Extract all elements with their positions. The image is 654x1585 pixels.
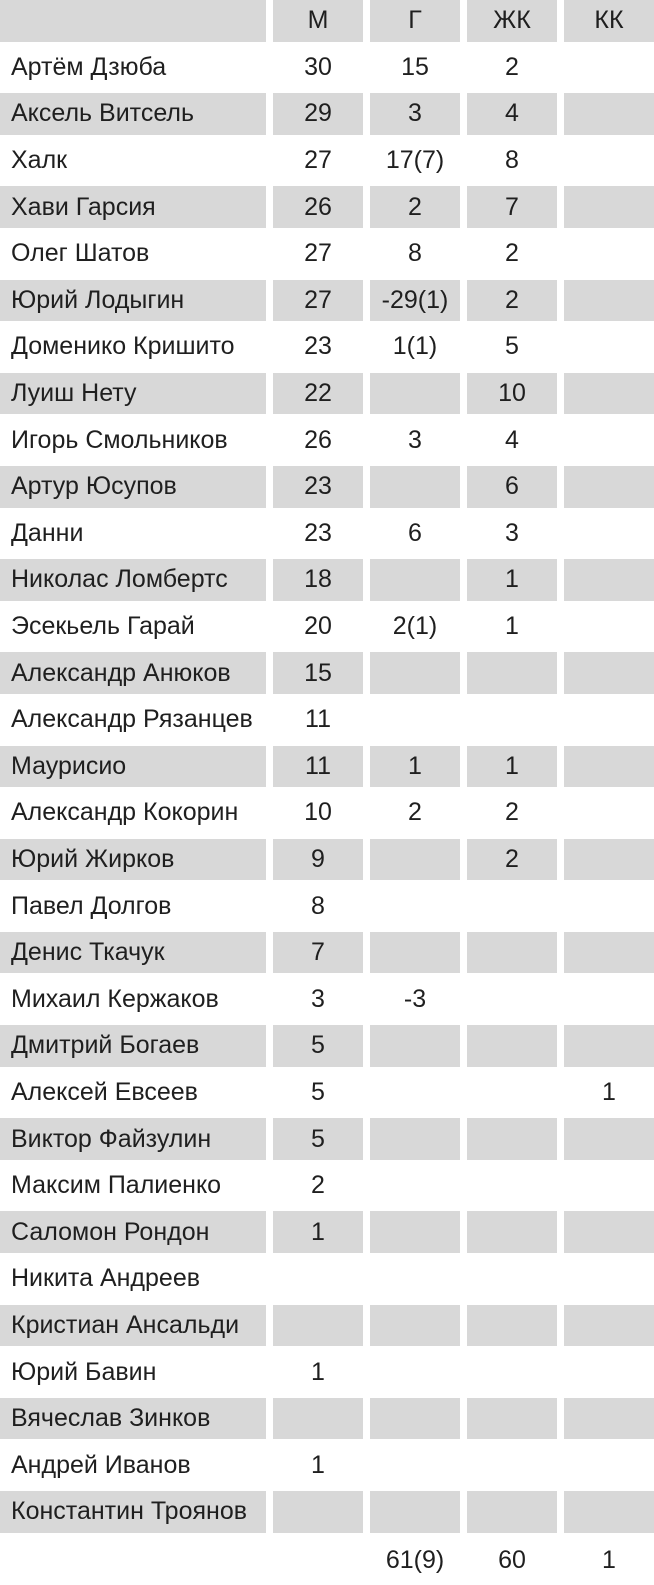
player-name-cell: Денис Ткачук <box>0 932 266 979</box>
matches-cell: 1 <box>266 1351 363 1398</box>
table-header <box>0 0 654 47</box>
red-cards-cell <box>557 1211 654 1258</box>
header-player <box>0 0 266 47</box>
table-row <box>0 373 654 420</box>
yellow-cards-cell: 1 <box>460 606 557 653</box>
red-cards-cell <box>557 1118 654 1165</box>
yellow-cards-cell: 4 <box>460 419 557 466</box>
yellow-cards-cell <box>460 699 557 746</box>
goals-cell: -3 <box>363 978 460 1025</box>
matches-cell: 1 <box>266 1444 363 1491</box>
red-cards-cell <box>557 1165 654 1212</box>
yellow-cards-cell <box>460 1351 557 1398</box>
yellow-cards-cell: 1 <box>460 559 557 606</box>
goals-cell <box>363 1305 460 1352</box>
player-name-cell: Константин Троянов <box>0 1491 266 1538</box>
player-name-cell: Юрий Жирков <box>0 839 266 886</box>
yellow-cards-cell: 7 <box>460 186 557 233</box>
goals-cell <box>363 839 460 886</box>
player-name-cell: Артём Дзюба <box>0 47 266 94</box>
yellow-cards-cell <box>460 1165 557 1212</box>
red-cards-cell <box>557 699 654 746</box>
matches-cell: 26 <box>266 186 363 233</box>
goals-cell: 1 <box>363 746 460 793</box>
red-cards-cell <box>557 559 654 606</box>
table-row <box>0 1491 654 1538</box>
yellow-cards-cell: 10 <box>460 373 557 420</box>
yellow-cards-cell <box>460 1305 557 1352</box>
player-name-cell: Артур Юсупов <box>0 466 266 513</box>
player-name-cell: Аксель Витсель <box>0 93 266 140</box>
goals-cell <box>363 559 460 606</box>
goals-cell: 8 <box>363 233 460 280</box>
goals-cell: 2 <box>363 792 460 839</box>
goals-cell <box>363 1025 460 1072</box>
yellow-cards-cell <box>460 652 557 699</box>
matches-cell <box>266 1398 363 1445</box>
table-row <box>0 885 654 932</box>
red-cards-cell <box>557 978 654 1025</box>
table-row <box>0 1118 654 1165</box>
matches-cell: 15 <box>266 652 363 699</box>
red-cards-cell <box>557 373 654 420</box>
yellow-cards-cell <box>460 1025 557 1072</box>
red-cards-cell <box>557 1351 654 1398</box>
player-name-cell: Маурисио <box>0 746 266 793</box>
matches-cell: 11 <box>266 746 363 793</box>
goals-cell <box>363 373 460 420</box>
player-name-cell: Николас Ломбертс <box>0 559 266 606</box>
matches-cell: 11 <box>266 699 363 746</box>
matches-cell: 26 <box>266 419 363 466</box>
matches-cell: 18 <box>266 559 363 606</box>
matches-cell: 2 <box>266 1165 363 1212</box>
goals-cell: 3 <box>363 419 460 466</box>
goals-cell <box>363 885 460 932</box>
matches-cell: 10 <box>266 792 363 839</box>
yellow-cards-cell <box>460 978 557 1025</box>
red-cards-cell: 1 <box>557 1538 654 1585</box>
table-row <box>0 1258 654 1305</box>
goals-cell <box>363 1165 460 1212</box>
matches-cell: 5 <box>266 1118 363 1165</box>
yellow-cards-cell: 2 <box>460 47 557 94</box>
matches-cell: 5 <box>266 1025 363 1072</box>
table-row <box>0 932 654 979</box>
matches-cell <box>266 1491 363 1538</box>
yellow-cards-cell: 6 <box>460 466 557 513</box>
player-name-cell: Хави Гарсия <box>0 186 266 233</box>
goals-cell <box>363 1118 460 1165</box>
table-row <box>0 839 654 886</box>
yellow-cards-cell: 8 <box>460 140 557 187</box>
matches-cell <box>266 1305 363 1352</box>
player-name-cell: Вячеслав Зинков <box>0 1398 266 1445</box>
yellow-cards-cell: 5 <box>460 326 557 373</box>
goals-cell: 2(1) <box>363 606 460 653</box>
red-cards-cell <box>557 746 654 793</box>
yellow-cards-cell <box>460 1211 557 1258</box>
yellow-cards-cell: 3 <box>460 513 557 560</box>
player-name-cell: Виктор Файзулин <box>0 1118 266 1165</box>
red-cards-cell <box>557 1025 654 1072</box>
player-name-cell: Кристиан Ансальди <box>0 1305 266 1352</box>
yellow-cards-cell: 2 <box>460 839 557 886</box>
yellow-cards-cell <box>460 885 557 932</box>
table-row <box>0 978 654 1025</box>
goals-cell <box>363 1258 460 1305</box>
matches-cell: 29 <box>266 93 363 140</box>
player-name-cell: Юрий Бавин <box>0 1351 266 1398</box>
table-row <box>0 699 654 746</box>
table-row <box>0 746 654 793</box>
red-cards-cell <box>557 652 654 699</box>
goals-cell <box>363 1398 460 1445</box>
player-name-cell: Саломон Рондон <box>0 1211 266 1258</box>
red-cards-cell <box>557 466 654 513</box>
player-name-cell: Халк <box>0 140 266 187</box>
goals-cell: 17(7) <box>363 140 460 187</box>
matches-cell: 8 <box>266 885 363 932</box>
player-name-cell: Юрий Лодыгин <box>0 280 266 327</box>
table-row <box>0 280 654 327</box>
red-cards-cell <box>557 513 654 560</box>
matches-cell: 23 <box>266 326 363 373</box>
matches-cell: 23 <box>266 513 363 560</box>
table-row <box>0 1444 654 1491</box>
goals-cell: -29(1) <box>363 280 460 327</box>
player-name-cell: Максим Палиенко <box>0 1165 266 1212</box>
red-cards-cell <box>557 606 654 653</box>
table-row <box>0 1165 654 1212</box>
table-row <box>0 419 654 466</box>
matches-cell: 22 <box>266 373 363 420</box>
red-cards-cell <box>557 140 654 187</box>
red-cards-cell <box>557 885 654 932</box>
header-matches: М <box>266 0 363 47</box>
matches-cell: 27 <box>266 140 363 187</box>
player-name-cell: Александр Анюков <box>0 652 266 699</box>
matches-cell: 7 <box>266 932 363 979</box>
goals-cell: 15 <box>363 47 460 94</box>
player-name-cell: Игорь Смольников <box>0 419 266 466</box>
matches-cell: 1 <box>266 1211 363 1258</box>
yellow-cards-cell <box>460 932 557 979</box>
red-cards-cell <box>557 1305 654 1352</box>
player-name-cell: Эсекьель Гарай <box>0 606 266 653</box>
table-row <box>0 513 654 560</box>
table-row <box>0 47 654 94</box>
yellow-cards-cell: 60 <box>460 1538 557 1585</box>
totals-row <box>0 1538 654 1585</box>
player-name-cell: Павел Долгов <box>0 885 266 932</box>
yellow-cards-cell <box>460 1491 557 1538</box>
table-row <box>0 466 654 513</box>
player-name-cell: Олег Шатов <box>0 233 266 280</box>
matches-cell: 20 <box>266 606 363 653</box>
goals-cell <box>363 932 460 979</box>
red-cards-cell <box>557 792 654 839</box>
table-row <box>0 93 654 140</box>
matches-cell: 27 <box>266 280 363 327</box>
goals-cell: 1(1) <box>363 326 460 373</box>
matches-cell: 3 <box>266 978 363 1025</box>
player-name-cell <box>0 1538 266 1585</box>
goals-cell <box>363 1351 460 1398</box>
goals-cell: 2 <box>363 186 460 233</box>
yellow-cards-cell: 4 <box>460 93 557 140</box>
goals-cell: 3 <box>363 93 460 140</box>
table-body <box>0 47 654 1585</box>
matches-cell: 9 <box>266 839 363 886</box>
table-row <box>0 559 654 606</box>
red-cards-cell <box>557 1444 654 1491</box>
goals-cell <box>363 466 460 513</box>
red-cards-cell <box>557 326 654 373</box>
red-cards-cell <box>557 1491 654 1538</box>
yellow-cards-cell <box>460 1118 557 1165</box>
header-yellow-cards: ЖК <box>460 0 557 47</box>
table-row <box>0 326 654 373</box>
player-name-cell: Луиш Нету <box>0 373 266 420</box>
matches-cell <box>266 1538 363 1585</box>
matches-cell: 5 <box>266 1072 363 1119</box>
red-cards-cell <box>557 280 654 327</box>
matches-cell <box>266 1258 363 1305</box>
goals-cell <box>363 1444 460 1491</box>
matches-cell: 23 <box>266 466 363 513</box>
goals-cell <box>363 1491 460 1538</box>
yellow-cards-cell <box>460 1398 557 1445</box>
yellow-cards-cell: 2 <box>460 280 557 327</box>
table-row <box>0 140 654 187</box>
yellow-cards-cell: 2 <box>460 233 557 280</box>
red-cards-cell <box>557 186 654 233</box>
header-red-cards: КК <box>557 0 654 47</box>
red-cards-cell <box>557 1258 654 1305</box>
goals-cell <box>363 1072 460 1119</box>
player-name-cell: Данни <box>0 513 266 560</box>
yellow-cards-cell <box>460 1258 557 1305</box>
yellow-cards-cell <box>460 1072 557 1119</box>
player-name-cell: Михаил Кержаков <box>0 978 266 1025</box>
player-name-cell: Андрей Иванов <box>0 1444 266 1491</box>
header-row <box>0 0 654 47</box>
table-row <box>0 1351 654 1398</box>
table-row <box>0 1025 654 1072</box>
matches-cell: 27 <box>266 233 363 280</box>
table-row <box>0 1305 654 1352</box>
table-row <box>0 606 654 653</box>
red-cards-cell <box>557 1398 654 1445</box>
player-name-cell: Алексей Евсеев <box>0 1072 266 1119</box>
red-cards-cell <box>557 233 654 280</box>
player-name-cell: Александр Рязанцев <box>0 699 266 746</box>
table-row <box>0 1211 654 1258</box>
table-row <box>0 233 654 280</box>
yellow-cards-cell <box>460 1444 557 1491</box>
table-row <box>0 792 654 839</box>
table-row <box>0 1072 654 1119</box>
red-cards-cell <box>557 932 654 979</box>
player-name-cell: Никита Андреев <box>0 1258 266 1305</box>
yellow-cards-cell: 2 <box>460 792 557 839</box>
red-cards-cell <box>557 93 654 140</box>
yellow-cards-cell: 1 <box>460 746 557 793</box>
table-row <box>0 1398 654 1445</box>
red-cards-cell: 1 <box>557 1072 654 1119</box>
goals-cell <box>363 1211 460 1258</box>
red-cards-cell <box>557 839 654 886</box>
table-row <box>0 652 654 699</box>
player-name-cell: Александр Кокорин <box>0 792 266 839</box>
player-name-cell: Доменико Кришито <box>0 326 266 373</box>
header-goals: Г <box>363 0 460 47</box>
red-cards-cell <box>557 419 654 466</box>
goals-cell <box>363 652 460 699</box>
goals-cell <box>363 699 460 746</box>
red-cards-cell <box>557 47 654 94</box>
goals-cell: 6 <box>363 513 460 560</box>
player-name-cell: Дмитрий Богаев <box>0 1025 266 1072</box>
table-row <box>0 186 654 233</box>
matches-cell: 30 <box>266 47 363 94</box>
goals-cell: 61(9) <box>363 1538 460 1585</box>
